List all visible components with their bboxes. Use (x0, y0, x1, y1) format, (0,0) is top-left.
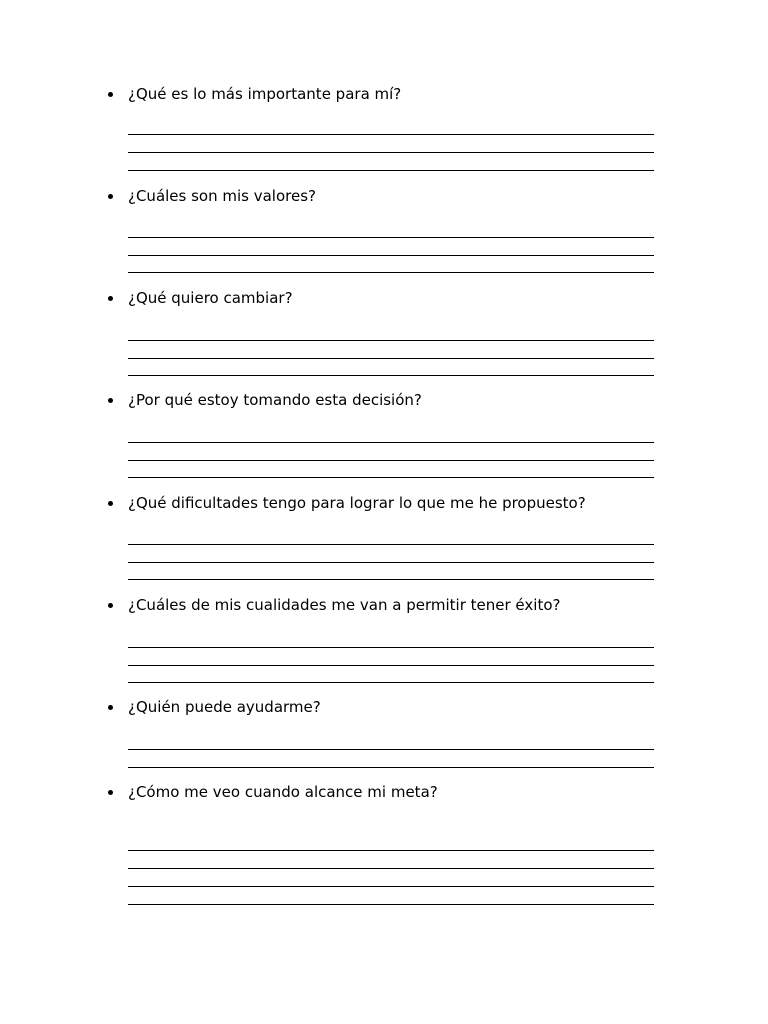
answer-line[interactable] (128, 682, 654, 683)
question-item (108, 84, 668, 104)
bullet-icon (108, 603, 113, 608)
question-text: ¿Cuáles son mis valores? (128, 187, 316, 205)
answer-line[interactable] (128, 152, 654, 153)
question-heading (108, 84, 668, 104)
answer-line[interactable] (128, 544, 654, 545)
question-item (108, 186, 668, 206)
answer-line[interactable] (128, 767, 654, 768)
question-item (108, 493, 668, 513)
question-heading (108, 697, 668, 717)
question-text: ¿Cómo me veo cuando alcance mi meta? (128, 783, 438, 801)
question-text: ¿Cuáles de mis cualidades me van a permitir tener éxito? (128, 596, 561, 614)
bullet-icon (108, 790, 113, 795)
bullet-icon (108, 194, 113, 199)
question-item (108, 390, 668, 410)
question-text: ¿Quién puede ayudarme? (128, 698, 321, 716)
answer-line[interactable] (128, 886, 654, 887)
answer-line[interactable] (128, 134, 654, 135)
question-text: ¿Qué quiero cambiar? (128, 289, 293, 307)
answer-line[interactable] (128, 255, 654, 256)
answer-line[interactable] (128, 237, 654, 238)
answer-line[interactable] (128, 665, 654, 666)
answer-line[interactable] (128, 868, 654, 869)
answer-line[interactable] (128, 340, 654, 341)
answer-line[interactable] (128, 442, 654, 443)
question-heading (108, 595, 668, 615)
question-text: ¿Por qué estoy tomando esta decisión? (128, 391, 422, 409)
question-heading (108, 186, 668, 206)
bullet-icon (108, 398, 113, 403)
question-text: ¿Qué es lo más importante para mí? (128, 85, 402, 103)
question-item (108, 782, 668, 802)
question-text: ¿Qué dificultades tengo para lograr lo que me he propuesto? (128, 494, 586, 512)
question-heading (108, 390, 668, 410)
question-heading (108, 288, 668, 308)
answer-line[interactable] (128, 358, 654, 359)
question-item (108, 595, 668, 615)
answer-line[interactable] (128, 562, 654, 563)
answer-line[interactable] (128, 460, 654, 461)
answer-line[interactable] (128, 375, 654, 376)
answer-line[interactable] (128, 170, 654, 171)
question-item (108, 288, 668, 308)
bullet-icon (108, 501, 113, 506)
bullet-icon (108, 296, 113, 301)
answer-line[interactable] (128, 850, 654, 851)
answer-line[interactable] (128, 647, 654, 648)
bullet-icon (108, 705, 113, 710)
answer-line[interactable] (128, 272, 654, 273)
answer-line[interactable] (128, 904, 654, 905)
answer-line[interactable] (128, 579, 654, 580)
question-heading (108, 493, 668, 513)
question-item (108, 697, 668, 717)
question-heading (108, 782, 668, 802)
answer-line[interactable] (128, 749, 654, 750)
bullet-icon (108, 92, 113, 97)
answer-line[interactable] (128, 477, 654, 478)
